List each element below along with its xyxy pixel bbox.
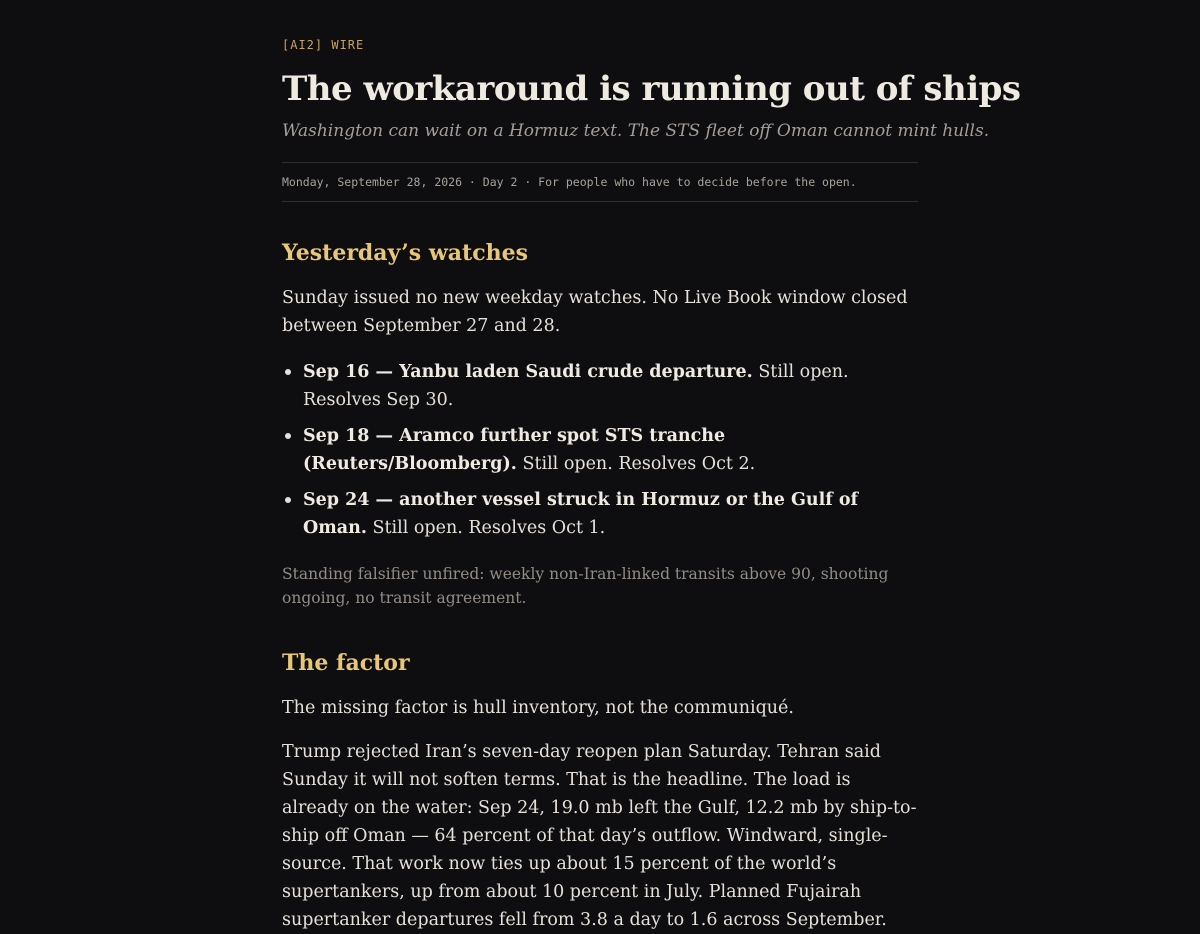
article <box>282 0 1021 934</box>
falsifier-note: Standing falsifier unfired: weekly non-Iran-linked transits above 90, shooting ongoing, no transit agreement. <box>282 565 889 607</box>
watch-title: Sep 16 — Yanbu laden Saudi crude departure. <box>303 362 753 382</box>
section-heading-factor: The factor <box>282 650 410 676</box>
watch-title: Sep 24 — another vessel struck in Hormuz or the Gulf of Oman. <box>303 490 859 538</box>
factor-body: Trump rejected Iran’s seven-day reopen plan Saturday. Tehran said Sunday it will not soften terms. That is the headline. The load is already on the water: Sep 24, 19.0 mb left the Gulf, 12.2 mb by ship-to-ship off Oman — 64 percent of that day’s outflow. Windward, single-source. That work now ties up about 15 percent of the world’s supertankers, up from about 10 percent in July. Planned Fujairah supertanker departures fell from 3.8 a day to 1.6 across September. <box>282 742 917 930</box>
dateline: Monday, September 28, 2026 · Day 2 · For people who have to decide before the open. <box>282 162 918 202</box>
bullet-icon <box>285 497 291 503</box>
bullet-icon <box>285 433 291 439</box>
list-item <box>303 358 918 414</box>
list-item <box>303 486 918 542</box>
headline: The workaround is running out of ships <box>282 69 1021 109</box>
bullet-icon <box>285 369 291 375</box>
factor-lead: The missing factor is hull inventory, not the communiqué. <box>282 698 794 718</box>
watch-status: Still open. Resolves Oct 1. <box>372 518 606 538</box>
watch-status: Still open. Resolves Oct 2. <box>522 454 756 474</box>
section-heading-watches: Yesterday’s watches <box>282 240 528 266</box>
watches-list <box>282 358 918 542</box>
list-item <box>303 422 918 478</box>
kicker: [AI2] WIRE <box>282 38 365 52</box>
deck: Washington can wait on a Hormuz text. The STS fleet off Oman cannot mint hulls. <box>282 121 990 141</box>
watch-title: Sep 18 — Aramco further spot STS tranche (Reuters/Bloomberg). <box>303 426 726 474</box>
watch-status: Still open. Resolves Sep 30. <box>303 362 849 410</box>
watches-intro: Sunday issued no new weekday watches. No Live Book window closed between September 27 and 28. <box>282 288 908 336</box>
